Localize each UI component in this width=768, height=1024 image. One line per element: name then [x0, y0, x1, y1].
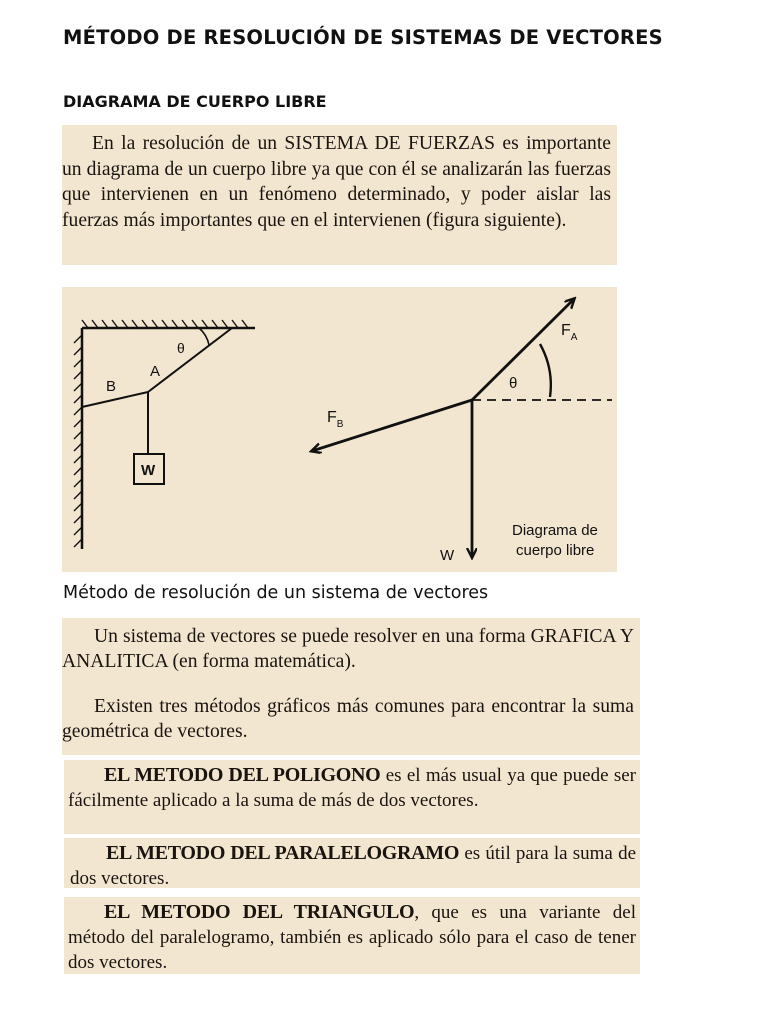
method-parallelogram-block: [64, 838, 640, 888]
rope-a: [148, 328, 232, 392]
label-weight: W: [141, 462, 156, 479]
section-heading-resolution-method: Método de resolución de un sistema de vectores: [63, 583, 489, 603]
label-b: B: [106, 378, 117, 395]
method-parallelogram-text: es útil para la suma de dos vectores.: [70, 843, 636, 889]
scanned-paragraph-methods-intro: [62, 618, 640, 755]
method-polygon-name: EL METODO DEL POLIGONO: [104, 764, 381, 786]
label-theta-left: θ: [177, 340, 185, 356]
label-theta-right: θ: [509, 375, 518, 392]
angle-arc-left: [199, 328, 209, 345]
method-triangle-block: [64, 897, 640, 974]
vector-fa: [472, 299, 574, 400]
hanging-weight-system: [74, 320, 255, 549]
page-title: MÉTODO DE RESOLUCIÓN DE SISTEMAS DE VECTORES: [63, 26, 663, 49]
method-polygon-text: es el más usual ya que puede ser fácilmente aplicado a la suma de más de dos vectores.: [68, 765, 636, 811]
method-parallelogram-name: EL METODO DEL PARALELOGRAMO: [106, 842, 460, 864]
method-triangle-name: EL METODO DEL TRIANGULO: [104, 901, 415, 923]
label-a: A: [150, 363, 161, 380]
free-body-vectors: [312, 299, 612, 564]
methods-intro-text-1: Un sistema de vectores se puede resolver en una forma GRAFICA Y ANALITICA (en forma matemática).: [62, 626, 634, 672]
free-body-diagram-figure: [62, 287, 617, 572]
section-heading-free-body-diagram: DIAGRAMA DE CUERPO LIBRE: [63, 92, 327, 111]
methods-intro-text-2: Existen tres métodos gráficos más comunes para encontrar la suma geométrica de vectores.: [62, 696, 634, 742]
caption-line1: Diagrama de: [512, 522, 598, 539]
caption-line2: cuerpo libre: [516, 542, 595, 559]
angle-arc-right: [540, 344, 551, 397]
diagram-svg: [62, 287, 617, 572]
scanned-paragraph-intro: [62, 125, 617, 265]
intro-text: En la resolución de un SISTEMA DE FUERZAS es importante un diagrama de un cuerpo libre ya que con él se analizarán las fuerzas que intervienen en un fenómeno determinado, y poder aislar las fuerzas más importantes que en el intervienen (figura siguiente).: [62, 133, 611, 231]
label-fa: $F_A$: [561, 322, 578, 343]
label-fb: $F_B$: [327, 409, 344, 430]
method-polygon-block: [64, 760, 640, 834]
label-w-vector: W: [440, 547, 455, 564]
method-triangle-text: , que es una variante del método del paralelogramo, también es aplicado sólo para el caso de tener dos vectores.: [68, 902, 637, 973]
